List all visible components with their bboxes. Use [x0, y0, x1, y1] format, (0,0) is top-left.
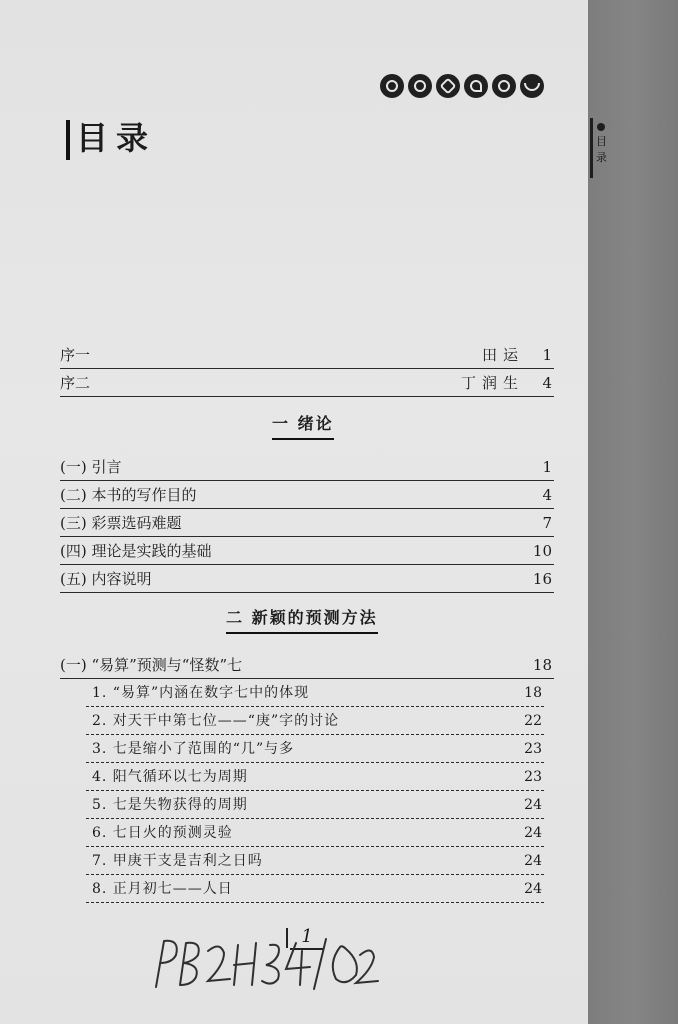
section-heading-1[interactable]: 一 绪论 [272, 412, 334, 440]
toc-subrow[interactable] [86, 792, 544, 819]
side-tab-text: 目录 [596, 135, 607, 164]
toc-label: (五) 内容说明 [60, 570, 152, 588]
toc-label: 序二 [60, 374, 91, 392]
toc-row-preface-2[interactable] [60, 370, 554, 397]
toc-page: 18 [524, 685, 542, 701]
toc-author: 田运 [481, 346, 524, 364]
toc-label: (一) “易算”预测与“怪数”七 [60, 656, 243, 674]
ornament-icon [464, 74, 488, 98]
toc-label: (二) 本书的写作目的 [60, 486, 197, 504]
ornament-icon [492, 74, 516, 98]
side-tab-bar [590, 118, 593, 178]
ornament-icon [436, 74, 460, 98]
handwritten-note [150, 935, 380, 995]
section-heading-2[interactable]: 二 新颖的预测方法 [226, 606, 378, 634]
toc-page: 23 [524, 741, 542, 757]
toc-row[interactable] [60, 538, 554, 565]
page-number: 1 [290, 926, 324, 950]
ornament-icon [408, 74, 432, 98]
side-section-tab [588, 118, 618, 184]
ornament-icon [520, 74, 544, 98]
toc-page: 24 [524, 881, 542, 897]
toc-label: 7. 甲庚干支是吉利之日吗 [92, 853, 263, 869]
toc-row-preface-1[interactable] [60, 342, 554, 369]
toc-row[interactable] [60, 454, 554, 481]
toc-row[interactable] [60, 566, 554, 593]
toc-subrow[interactable] [86, 848, 544, 875]
toc-label: 8. 正月初七——人日 [92, 881, 233, 897]
toc-label: 2. 对天干中第七位——“庚”字的讨论 [92, 713, 340, 729]
toc-page: 23 [524, 769, 542, 785]
toc-author: 丁润生 [460, 374, 524, 392]
toc-page: 18 [532, 656, 552, 674]
toc-label: 3. 七是缩小了范围的“几”与多 [92, 741, 295, 757]
toc-page: 1 [542, 458, 552, 476]
bullet-icon [597, 123, 605, 131]
toc-label: 5. 七是失物获得的周期 [92, 797, 248, 813]
toc-subrow[interactable] [86, 764, 544, 791]
toc-subrow[interactable] [86, 680, 544, 707]
toc-page: 16 [532, 570, 552, 588]
decorative-ornaments [380, 74, 544, 102]
toc-label: 序一 [60, 346, 91, 364]
toc-page: 22 [524, 713, 542, 729]
toc-subrow[interactable] [86, 876, 544, 903]
toc-page: 1 [542, 346, 552, 364]
toc-row[interactable] [60, 482, 554, 509]
page-title: 目录 [76, 119, 157, 157]
toc-page: 24 [524, 853, 542, 869]
toc-label: (四) 理论是实践的基础 [60, 542, 212, 560]
toc-subrow[interactable] [86, 708, 544, 735]
title-bar [66, 120, 70, 160]
toc-page: 7 [542, 514, 552, 532]
toc-subrow[interactable] [86, 736, 544, 763]
toc-label: (一) 引言 [60, 458, 122, 476]
toc-page: 24 [524, 797, 542, 813]
toc-label: 4. 阳气循环以七为周期 [92, 769, 248, 785]
toc-page: 4 [542, 374, 552, 392]
toc-row-chapter[interactable] [60, 652, 554, 679]
toc-label: (三) 彩票选码难题 [60, 514, 182, 532]
toc-label: 1. “易算”内涵在数字七中的体现 [92, 685, 310, 701]
toc-subrow[interactable] [86, 820, 544, 847]
toc-label: 6. 七日火的预测灵验 [92, 825, 233, 841]
toc-row[interactable] [60, 510, 554, 537]
ornament-icon [380, 74, 404, 98]
toc-page: 4 [542, 486, 552, 504]
toc-page: 10 [532, 542, 552, 560]
toc-page: 24 [524, 825, 542, 841]
